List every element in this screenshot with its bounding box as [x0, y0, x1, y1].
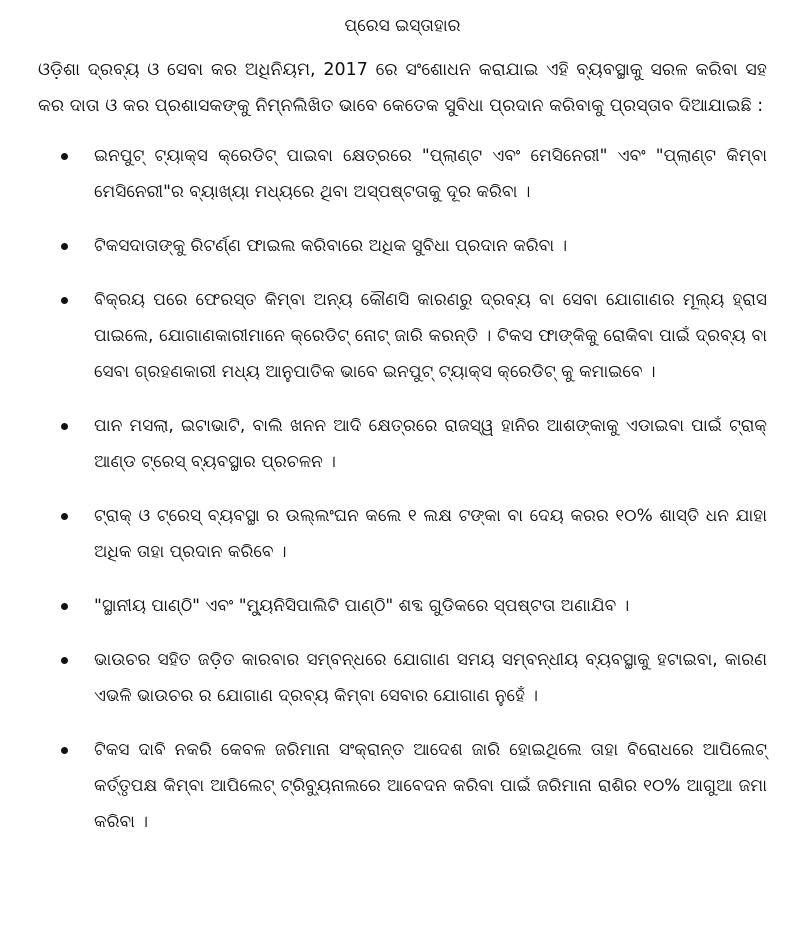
intro-paragraph: ଓଡ଼ିଶା ଦ୍ରବ୍ୟ ଓ ସେବା କର ଅଧିନିୟମ, 2017 ରେ ସଂଶୋଧନ କରାଯାଇ ଏହି ବ୍ୟବସ୍ଥାକୁ ସରଳ କରିବା ସହ କର ଦାତା ଓ କର ପ୍ରଶାସକଙ୍କୁ ନିମ୍ନଲିଖିତ ଭାବେ କେତେକ ସୁବିଧା ପ୍ରଦାନ କରିବାକୁ ପ୍ରସ୍ତାବ ଦିଆଯାଇଛି :: [38, 60, 767, 116]
list-item-text: ଇନପୁଟ୍ ଟ୍ୟାକ୍ସ କ୍ରେଡିଟ୍ ପାଇବା କ୍ଷେତ୍ରରେ "ପ୍ଲାଣ୍ଟ ଏବଂ ମେସିନେରୀ" ଏବଂ "ପ୍ଲାଣ୍ଟ କିମ୍ବା ମେସିନେରୀ"ର ବ୍ୟାଖ୍ୟା ମଧ୍ୟରେ ଥିବା ଅସ୍ପଷ୍ଟତାକୁ ଦୂର କରିବା ।: [94, 146, 767, 202]
bullet-dot-icon: [61, 153, 68, 160]
list-item: [38, 732, 767, 840]
list-item-text: ଟ୍ରାକ୍ ଓ ଟ୍ରେସ୍ ବ୍ୟବସ୍ଥା ର ଉଲ୍ଲଂଘନ କଲେ ୧ ଲକ୍ଷ ଟଙ୍କା ବା ଦେୟ କରର ୧୦% ଶାସ୍ତି ଧନ ଯାହା ଅଧିକ ତାହା ପ୍ରଦାନ କରିବେ ।: [94, 506, 767, 562]
page-title: ପ୍ରେସ ଇସ୍ତାହାର: [344, 16, 461, 36]
list-item-text: ପାନ ମସଲା, ଇଟାଭାଟି, ବାଲି ଖନନ ଆଦି କ୍ଷେତ୍ରରେ ରାଜସ୍ୱ ହାନିର ଆଶଙ୍କାକୁ ଏଡାଇବା ପାଇଁ ଟ୍ରାକ୍ ଆଣ୍ଡ ଟ୍ରେସ୍ ବ୍ୟବସ୍ଥାର ପ୍ରଚଳନ ।: [94, 416, 767, 472]
bullet-dot-icon: [61, 657, 68, 664]
list-item-text: ବିକ୍ରୟ ପରେ ଫେରସ୍ତ କିମ୍ବା ଅନ୍ୟ କୌଣସି କାରଣରୁ ଦ୍ରବ୍ୟ ବା ସେବା ଯୋଗାଣର ମୂଲ୍ୟ ହ୍ରାସ ପାଇଲେ, ଯୋଗାଣକାରୀମାନେ କ୍ରେଡିଟ୍ ନୋଟ୍ ଜାରି କରନ୍ତି । ଟିକସ ଫାଙ୍କିକୁ ରୋକିବା ପାଇଁ ଦ୍ରବ୍ୟ ବା ସେବା ଗ୍ରହଣକାରୀ ମଧ୍ୟ ଆନୁପାତିକ ଭାବେ ଇନପୁଟ୍ ଟ୍ୟାକ୍ସ କ୍ରେଡିଟ୍ କୁ କମାଇବେ ।: [94, 290, 767, 382]
list-item-text: ଭାଉଚର ସହିତ ଜଡ଼ିତ କାରବାର ସମ୍ବନ୍ଧରେ ଯୋଗାଣ ସମୟ ସମ୍ବନ୍ଧୀୟ ବ୍ୟବସ୍ଥାକୁ ହଟାଇବା, କାରଣ ଏଭଳି ଭାଉଚର ର ଯୋଗାଣ ଦ୍ରବ୍ୟ କିମ୍ବା ସେବାର ଯୋଗାଣ ନୁହେଁ ।: [94, 650, 767, 706]
list-item-text: ଟିକସଦାତାଙ୍କୁ ରିଟର୍ଣ୍ଣ ଫାଇଲ କରିବାରେ ଅଧିକ ସୁବିଧା ପ୍ରଦାନ କରିବା ।: [94, 236, 568, 256]
list-item-text: "ସ୍ଥାନୀୟ ପାଣ୍ଠି" ଏବଂ "ମ୍ୟୁନିସିପାଲିଟି ପାଣ୍ଠି" ଶବ୍ଦ ଗୁଡିକରେ ସ୍ପଷ୍ଟତା ଅଣାଯିବ ।: [94, 596, 630, 616]
bullet-dot-icon: [61, 603, 68, 610]
list-item: [38, 642, 767, 714]
list-item: [38, 138, 767, 210]
bullet-dot-icon: [61, 243, 68, 250]
bullet-dot-icon: [61, 513, 68, 520]
bullet-dot-icon: [61, 423, 68, 430]
bullet-dot-icon: [61, 297, 68, 304]
proposal-list: [38, 138, 767, 840]
list-item: [38, 408, 767, 480]
list-item: [38, 498, 767, 570]
list-item: [38, 282, 767, 390]
list-item: [38, 588, 767, 624]
bullet-dot-icon: [61, 747, 68, 754]
list-item: [38, 228, 767, 264]
list-item-text: ଟିକସ ଦାବି ନକରି କେବଳ ଜରିମାନା ସଂକ୍ରାନ୍ତ ଆଦେଶ ଜାରି ହୋଇଥିଲେ ତାହା ବିରୋଧରେ ଆପିଲେଟ୍ କର୍ତ୍ତୃପକ୍ଷ କିମ୍ବା ଆପିଲେଟ୍ ଟ୍ରିବ୍ୟୁନାଲରେ ଆବେଦନ କରିବା ପାଇଁ ଜରିମାନା ରାଶିର ୧୦% ଆଗୁଆ ଜମା କରିବା ।: [94, 740, 767, 832]
